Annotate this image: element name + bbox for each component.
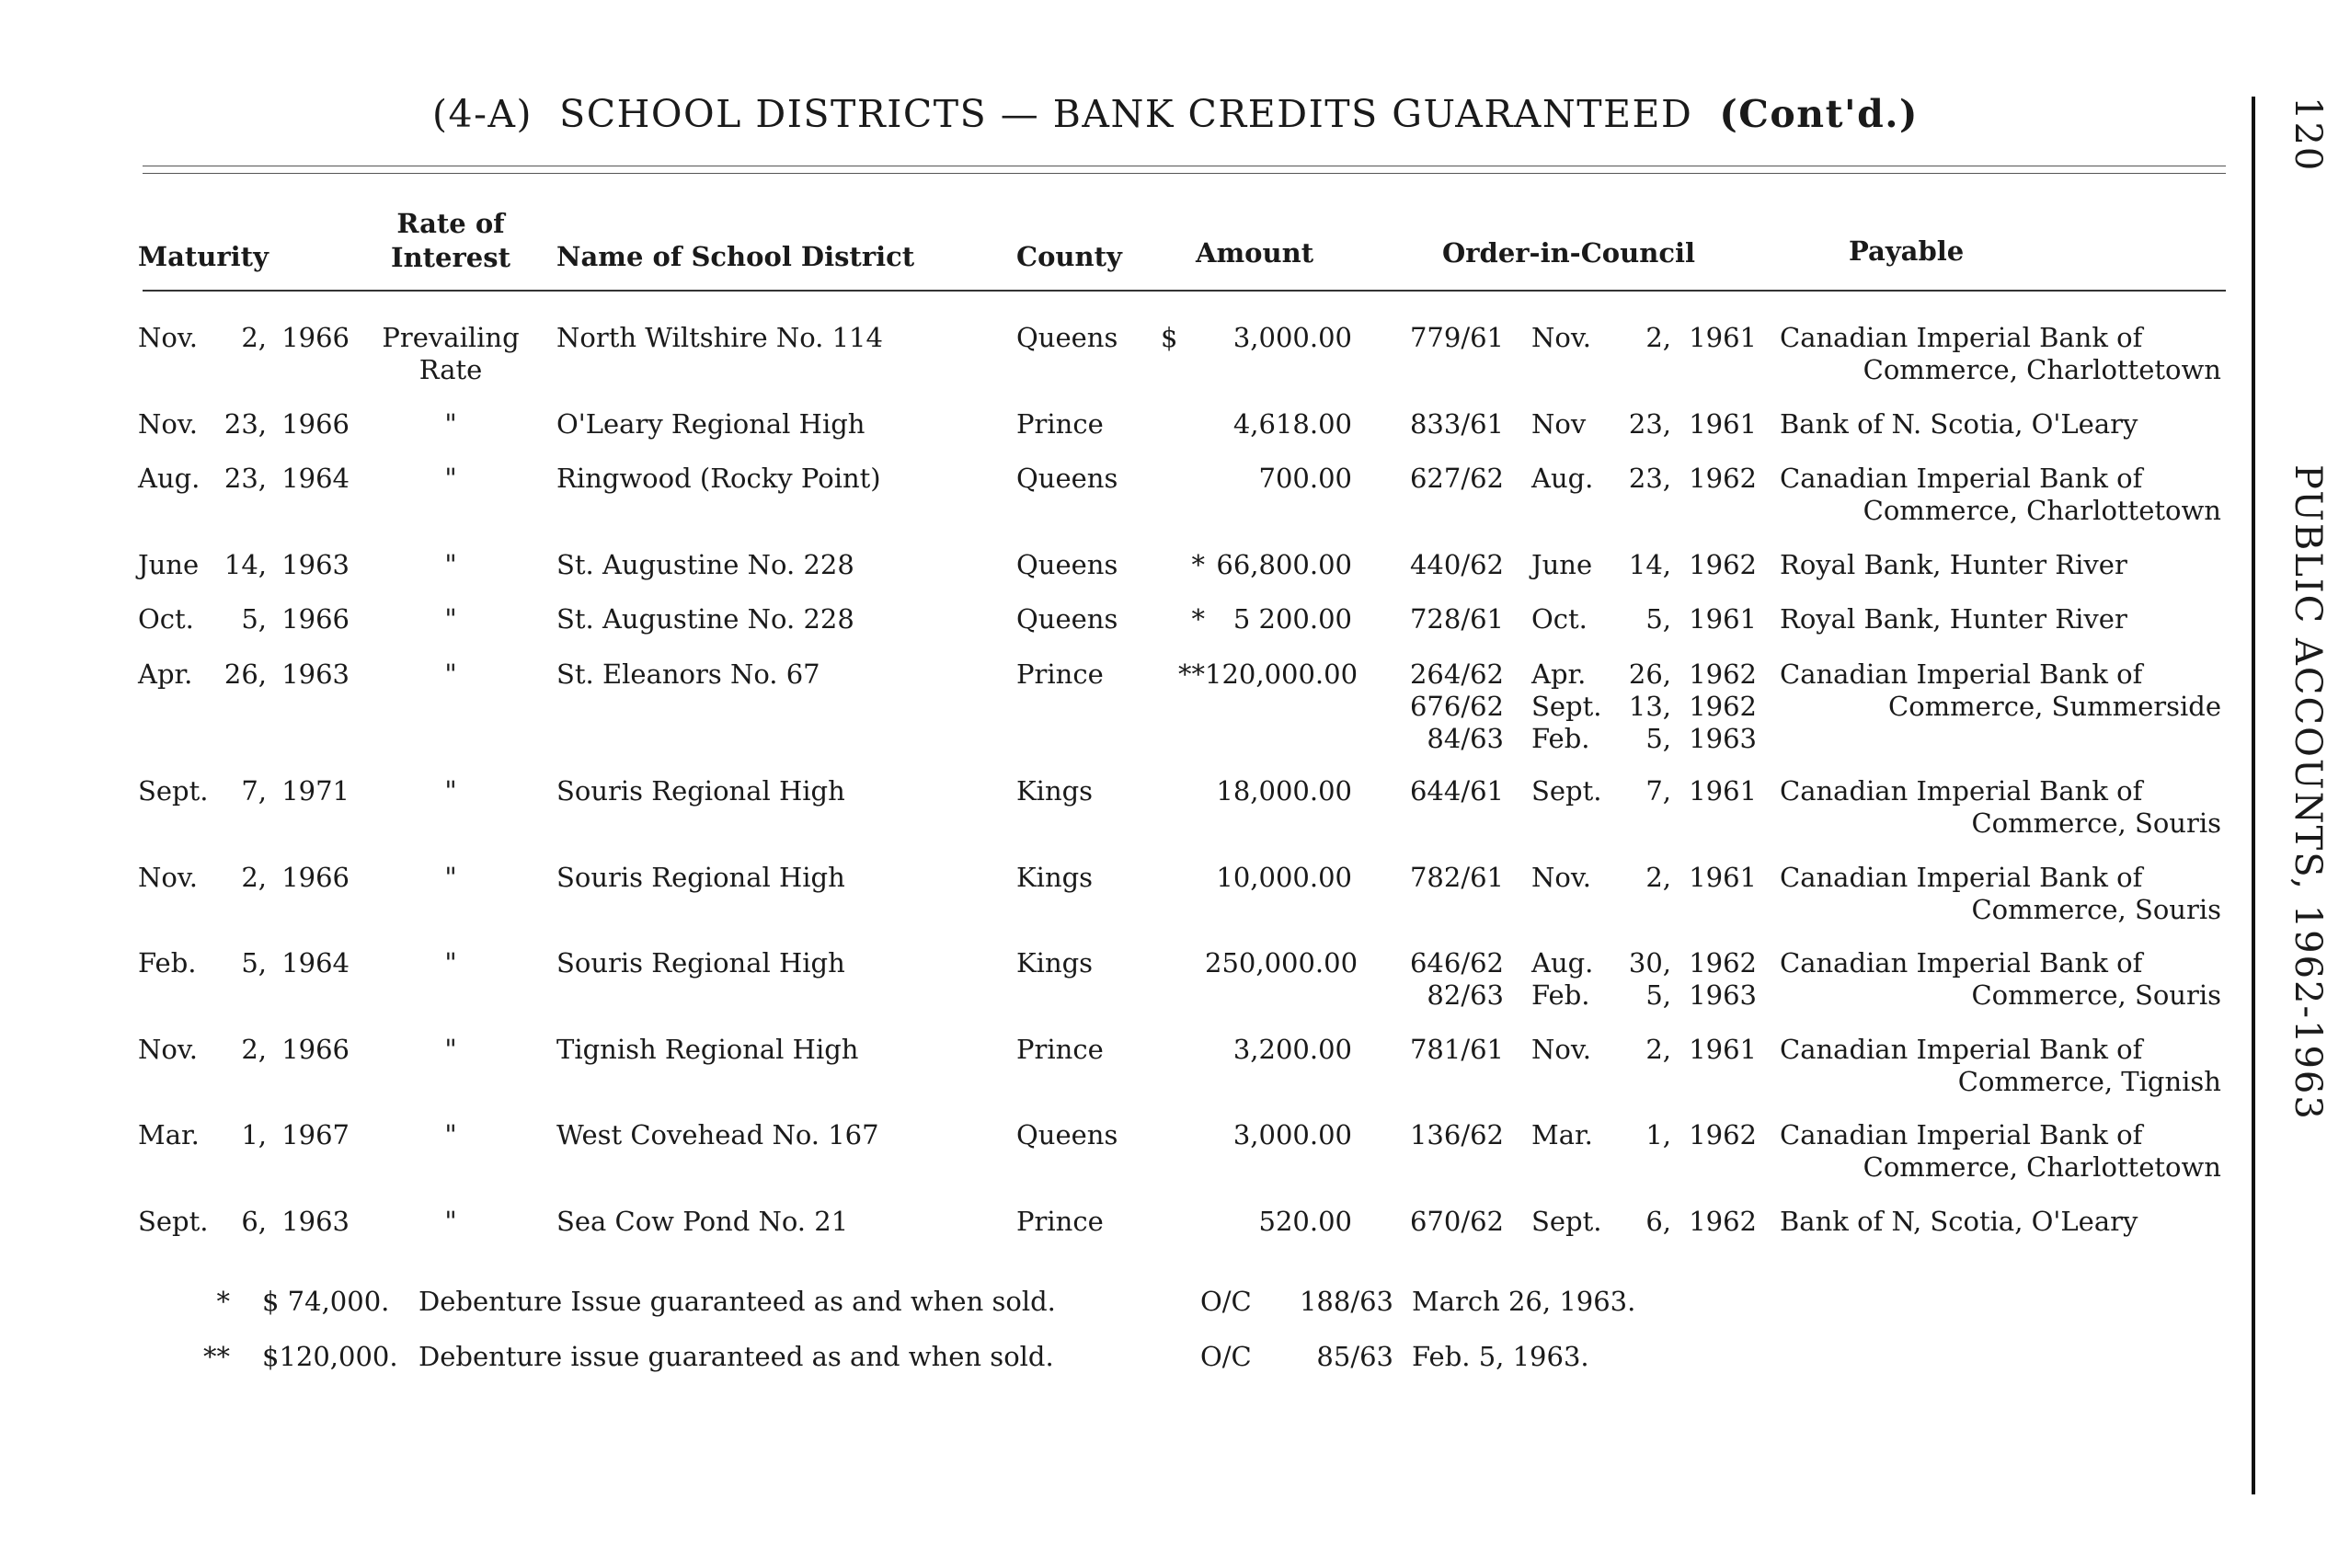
maturity-day: 5,: [241, 947, 267, 979]
rate: ": [444, 549, 457, 580]
header-county: County: [1016, 241, 1122, 272]
payable-line2: Commerce, Charlottetown: [1863, 495, 2221, 526]
maturity-day: 2,: [241, 862, 267, 893]
payable-line1: Bank of N. Scotia, O'Leary: [1780, 408, 2138, 440]
order-number: 440/62: [1409, 549, 1504, 580]
order-month: Sept.: [1531, 1206, 1602, 1237]
amount: 66,800.00: [1216, 549, 1352, 580]
payable-line2: Commerce, Souris: [1971, 807, 2221, 839]
maturity-month: Aug.: [138, 463, 201, 494]
amount: 700.00: [1258, 463, 1352, 494]
rate: ": [444, 1119, 457, 1150]
payable-line1: Canadian Imperial Bank of: [1780, 775, 2143, 807]
order-day: 14,: [1628, 549, 1671, 580]
maturity-day: 2,: [241, 1034, 267, 1065]
maturity-day: 5,: [241, 603, 267, 635]
order-day: 26,: [1628, 658, 1671, 690]
order-month: Sept.: [1531, 775, 1602, 807]
maturity-year: 1967: [281, 1119, 350, 1150]
maturity-year: 1966: [281, 322, 350, 353]
order-month: Mar.: [1531, 1119, 1593, 1150]
maturity-month: Mar.: [138, 1119, 200, 1150]
payable-line2: Commerce, Summerside: [1888, 691, 2221, 722]
footnote-amount: $ 74,000.: [262, 1286, 390, 1317]
county: Queens: [1016, 1119, 1118, 1150]
rate: ": [444, 603, 457, 635]
header-amount: Amount: [1196, 237, 1314, 269]
order-year: 1962: [1689, 691, 1757, 722]
payable-line1: Canadian Imperial Bank of: [1780, 862, 2143, 893]
payable-line1: Bank of N, Scotia, O'Leary: [1780, 1206, 2138, 1237]
district-name: O'Leary Regional High: [556, 408, 865, 440]
maturity-day: 7,: [241, 775, 267, 807]
order-month: Nov: [1531, 408, 1587, 440]
order-number: 136/62: [1409, 1119, 1504, 1150]
header-rate: [373, 207, 529, 275]
order-day: 7,: [1645, 775, 1671, 807]
order-year: 1963: [1689, 979, 1757, 1011]
order-year: 1961: [1689, 603, 1757, 635]
footnote-mark: **: [203, 1341, 230, 1372]
district-name: Souris Regional High: [556, 862, 845, 893]
order-number: 627/62: [1409, 463, 1504, 494]
amount: 18,000.00: [1216, 775, 1352, 807]
order-day: 2,: [1645, 862, 1671, 893]
order-number: 676/62: [1409, 691, 1504, 722]
maturity-month: Apr.: [138, 658, 193, 690]
amount: 4,618.00: [1232, 408, 1352, 440]
dollar-sign: $: [1161, 322, 1178, 353]
order-year: 1962: [1689, 1119, 1757, 1150]
maturity-year: 1963: [281, 658, 350, 690]
order-day: 1,: [1645, 1119, 1671, 1150]
maturity-day: 2,: [241, 322, 267, 353]
payable-line2: Commerce, Charlottetown: [1863, 354, 2221, 385]
footnote-mark: *: [1191, 549, 1205, 580]
rate: ": [444, 947, 457, 979]
footnote-date: March 26, 1963.: [1412, 1286, 1636, 1317]
header-rule: [143, 290, 2226, 292]
county: Kings: [1016, 862, 1094, 893]
footnote-mark: *: [216, 1286, 230, 1317]
rate-line2: Rate: [418, 354, 483, 385]
footnote-oc-number: 85/63: [1316, 1341, 1393, 1372]
order-month: Apr.: [1531, 658, 1587, 690]
order-year: 1961: [1689, 1034, 1757, 1065]
maturity-year: 1964: [281, 463, 350, 494]
district-name: North Wiltshire No. 114: [556, 322, 883, 353]
order-day: 5,: [1645, 979, 1671, 1011]
order-month: Sept.: [1531, 691, 1602, 722]
order-month: Nov.: [1531, 1034, 1591, 1065]
maturity-month: Nov.: [138, 322, 198, 353]
maturity-day: 23,: [224, 463, 267, 494]
rate: ": [444, 1206, 457, 1237]
amount: 5 200.00: [1232, 603, 1352, 635]
running-head: PUBLIC ACCOUNTS, 1962-1963: [2287, 464, 2329, 1121]
order-month: June: [1531, 549, 1593, 580]
footnote-text: Debenture Issue guaranteed as and when sold.: [418, 1286, 1056, 1317]
rate: Prevailing: [382, 322, 520, 353]
order-number: 82/63: [1427, 979, 1504, 1011]
payable-line1: Canadian Imperial Bank of: [1780, 947, 2143, 979]
footnote-mark: *: [1191, 603, 1205, 635]
order-number: 644/61: [1409, 775, 1504, 807]
order-day: 5,: [1645, 603, 1671, 635]
county: Queens: [1016, 322, 1118, 353]
maturity-month: Sept.: [138, 775, 209, 807]
order-day: 13,: [1628, 691, 1671, 722]
county: Queens: [1016, 603, 1118, 635]
order-month: Feb.: [1531, 979, 1590, 1011]
order-year: 1963: [1689, 723, 1757, 754]
order-year: 1961: [1689, 775, 1757, 807]
order-day: 6,: [1645, 1206, 1671, 1237]
maturity-day: 1,: [241, 1119, 267, 1150]
order-month: Oct.: [1531, 603, 1588, 635]
rate: ": [444, 463, 457, 494]
maturity-month: Nov.: [138, 862, 198, 893]
district-name: St. Eleanors No. 67: [556, 658, 820, 690]
order-year: 1961: [1689, 322, 1757, 353]
order-number: 646/62: [1409, 947, 1504, 979]
amount: 120,000.00: [1205, 658, 1358, 690]
order-day: 23,: [1628, 408, 1671, 440]
order-number: 670/62: [1409, 1206, 1504, 1237]
district-name: Tignish Regional High: [556, 1034, 859, 1065]
county: Prince: [1016, 658, 1104, 690]
footnote-amount: $120,000.: [262, 1341, 398, 1372]
rate: ": [444, 1034, 457, 1065]
rate: ": [444, 775, 457, 807]
county: Queens: [1016, 463, 1118, 494]
footnote-oc: O/C: [1200, 1286, 1252, 1317]
order-year: 1961: [1689, 862, 1757, 893]
maturity-month: Oct.: [138, 603, 194, 635]
page-number: 120: [2287, 97, 2329, 173]
top-rule-2: [143, 173, 2226, 174]
header-rate-line1: Rate of: [396, 208, 505, 239]
order-number: 779/61: [1409, 322, 1504, 353]
order-day: 30,: [1628, 947, 1671, 979]
payable-line1: Canadian Imperial Bank of: [1780, 658, 2143, 690]
order-year: 1962: [1689, 947, 1757, 979]
payable-line1: Canadian Imperial Bank of: [1780, 1119, 2143, 1150]
district-name: West Covehead No. 167: [556, 1119, 879, 1150]
order-year: 1962: [1689, 549, 1757, 580]
amount: 3,000.00: [1232, 1119, 1352, 1150]
order-number: 264/62: [1409, 658, 1504, 690]
maturity-month: Feb.: [138, 947, 197, 979]
order-month: Aug.: [1531, 463, 1594, 494]
payable-line1: Canadian Imperial Bank of: [1780, 322, 2143, 353]
header-order: Order-in-Council: [1442, 237, 1696, 269]
header-rate-line2: Interest: [391, 242, 510, 273]
order-number: 84/63: [1427, 723, 1504, 754]
order-year: 1962: [1689, 658, 1757, 690]
payable-line2: Commerce, Souris: [1971, 894, 2221, 925]
footnote-date: Feb. 5, 1963.: [1412, 1341, 1589, 1372]
payable-line2: Commerce, Charlottetown: [1863, 1151, 2221, 1183]
district-name: Ringwood (Rocky Point): [556, 463, 881, 494]
order-day: 2,: [1645, 1034, 1671, 1065]
county: Prince: [1016, 1034, 1104, 1065]
district-name: Souris Regional High: [556, 947, 845, 979]
maturity-day: 6,: [241, 1206, 267, 1237]
county: Prince: [1016, 1206, 1104, 1237]
amount: 250,000.00: [1205, 947, 1358, 979]
rate: ": [444, 862, 457, 893]
district-name: St. Augustine No. 228: [556, 603, 854, 635]
order-day: 23,: [1628, 463, 1671, 494]
amount: 3,200.00: [1232, 1034, 1352, 1065]
title-main: SCHOOL DISTRICTS — BANK CREDITS GUARANTEED: [559, 92, 1693, 136]
amount: 10,000.00: [1216, 862, 1352, 893]
order-month: Nov.: [1531, 322, 1591, 353]
county: Kings: [1016, 947, 1094, 979]
order-number: 728/61: [1409, 603, 1504, 635]
district-name: Souris Regional High: [556, 775, 845, 807]
payable-line1: Canadian Imperial Bank of: [1780, 1034, 2143, 1065]
footnote-oc: O/C: [1200, 1341, 1252, 1372]
maturity-year: 1964: [281, 947, 350, 979]
order-month: Aug.: [1531, 947, 1594, 979]
rate: ": [444, 658, 457, 690]
maturity-month: Nov.: [138, 408, 198, 440]
payable-line2: Commerce, Souris: [1971, 979, 2221, 1011]
margin-rule: [2252, 97, 2255, 1494]
order-number: 782/61: [1409, 862, 1504, 893]
payable-line1: Canadian Imperial Bank of: [1780, 463, 2143, 494]
maturity-year: 1963: [281, 1206, 350, 1237]
maturity-day: 26,: [224, 658, 267, 690]
maturity-year: 1966: [281, 1034, 350, 1065]
order-year: 1962: [1689, 1206, 1757, 1237]
footnote-mark: **: [1178, 658, 1205, 690]
running-head-column: [2281, 97, 2336, 1476]
county: Prince: [1016, 408, 1104, 440]
header-payable: Payable: [1849, 235, 1965, 267]
district-name: Sea Cow Pond No. 21: [556, 1206, 849, 1237]
order-month: Nov.: [1531, 862, 1591, 893]
header-maturity: Maturity: [138, 241, 269, 272]
maturity-month: Sept.: [138, 1206, 209, 1237]
amount: 520.00: [1258, 1206, 1352, 1237]
maturity-year: 1963: [281, 549, 350, 580]
order-number: 781/61: [1409, 1034, 1504, 1065]
district-name: St. Augustine No. 228: [556, 549, 854, 580]
footnote-text: Debenture issue guaranteed as and when sold.: [418, 1341, 1054, 1372]
county: Queens: [1016, 549, 1118, 580]
maturity-day: 14,: [224, 549, 267, 580]
order-month: Feb.: [1531, 723, 1590, 754]
title-prefix: (4-A): [432, 92, 533, 136]
footnote-oc-number: 188/63: [1299, 1286, 1393, 1317]
payable-line1: Royal Bank, Hunter River: [1780, 549, 2127, 580]
maturity-month: Nov.: [138, 1034, 198, 1065]
order-year: 1961: [1689, 408, 1757, 440]
page-title: [432, 92, 1919, 136]
amount: 3,000.00: [1232, 322, 1352, 353]
order-number: 833/61: [1409, 408, 1504, 440]
order-day: 2,: [1645, 322, 1671, 353]
maturity-year: 1966: [281, 603, 350, 635]
maturity-year: 1966: [281, 862, 350, 893]
order-day: 5,: [1645, 723, 1671, 754]
rate: ": [444, 408, 457, 440]
payable-line2: Commerce, Tignish: [1957, 1066, 2221, 1097]
maturity-year: 1966: [281, 408, 350, 440]
order-year: 1962: [1689, 463, 1757, 494]
maturity-year: 1971: [281, 775, 350, 807]
maturity-day: 23,: [224, 408, 267, 440]
county: Kings: [1016, 775, 1094, 807]
header-district: Name of School District: [556, 241, 915, 272]
payable-line1: Royal Bank, Hunter River: [1780, 603, 2127, 635]
title-suffix: (Cont'd.): [1719, 92, 1919, 136]
maturity-month: June: [138, 549, 200, 580]
